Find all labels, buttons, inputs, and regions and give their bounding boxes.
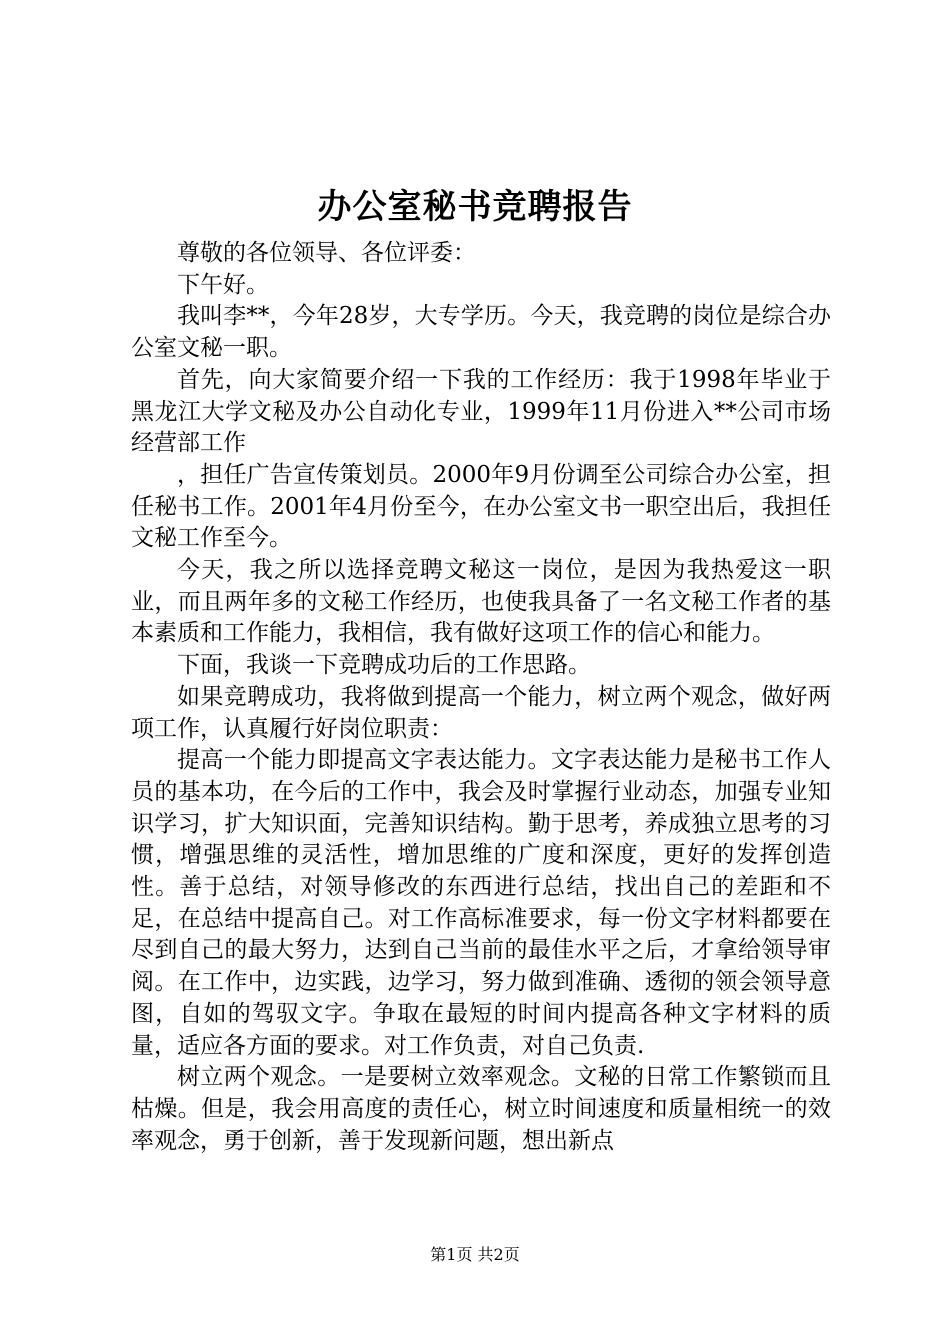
paragraph-work-plan-intro: 下面，我谈一下竞聘成功后的工作思路。 [177, 652, 591, 679]
paragraph-commitments: 如果竞聘成功，我将做到提高一个能力，树立两个观念，做好两项工作，认真履行好岗位职责： [131, 683, 831, 742]
paragraph-motivation: 今天，我之所以选择竞聘文秘这一岗位，是因为我热爱这一职业，而且两年多的文秘工作经历，也使我具备了一名文秘工作者的基本素质和工作能力，我相信，我有做好这项工作的信心和能力。 [131, 557, 831, 647]
page-footer: 第1页 共2页 [430, 1245, 520, 1264]
paragraph-introduction: 我叫李**，今年28岁，大专学历。今天，我竞聘的岗位是综合办公室文秘一职。 [131, 303, 831, 362]
document-title: 办公室秘书竞聘报告 [317, 187, 633, 227]
paragraph-work-history-continued: ，担任广告宣传策划员。2000年9月份调至公司综合办公室，担任秘书工作。2001年4月份至今，在办公室文书一职空出后，我担任文秘工作至今。 [131, 461, 831, 552]
paragraph-two-concepts: 树立两个观念。一是要树立效率观念。文秘的日常工作繁锁而且枯燥。但是，我会用高度的责任心，树立时间速度和质量相统一的效率观念，勇于创新，善于发现新问题，想出新点 [131, 1064, 831, 1154]
paragraph-work-history: 首先，向大家简要介绍一下我的工作经历：我于1998年毕业于黑龙江大学文秘及办公自动化专业，1999年11月份进入**公司市场经营部工作 [131, 366, 831, 457]
paragraph-writing-ability: 提高一个能力即提高文字表达能力。文字表达能力是秘书工作人员的基本功，在今后的工作中，我会及时掌握行业动态，加强专业知识学习，扩大知识面，完善知识结构。勤于思考，养成独立思考的习惯，增强思维的灵活性，增加思维的广度和深度，更好的发挥创造性。善于总结，对领导修改的东西进行总结，找出自己的差距和不足，在总结中提高自己。对工作高标准要求，每一份文字材料都要在尽到自己的最大努力，达到自己当前的最佳水平之后，才拿给领导审阅。在工作中，边实践，边学习，努力做到准确、透彻的领会领导意图，自如的驾驭文字。争取在最短的时间内提高各种文字材料的质量，适应各方面的要求。对工作负责，对自己负责. [131, 747, 831, 1059]
paragraph-salutation: 尊敬的各位领导、各位评委： [177, 240, 476, 266]
paragraph-greeting: 下午好。 [177, 271, 269, 298]
document-body [131, 238, 831, 1157]
